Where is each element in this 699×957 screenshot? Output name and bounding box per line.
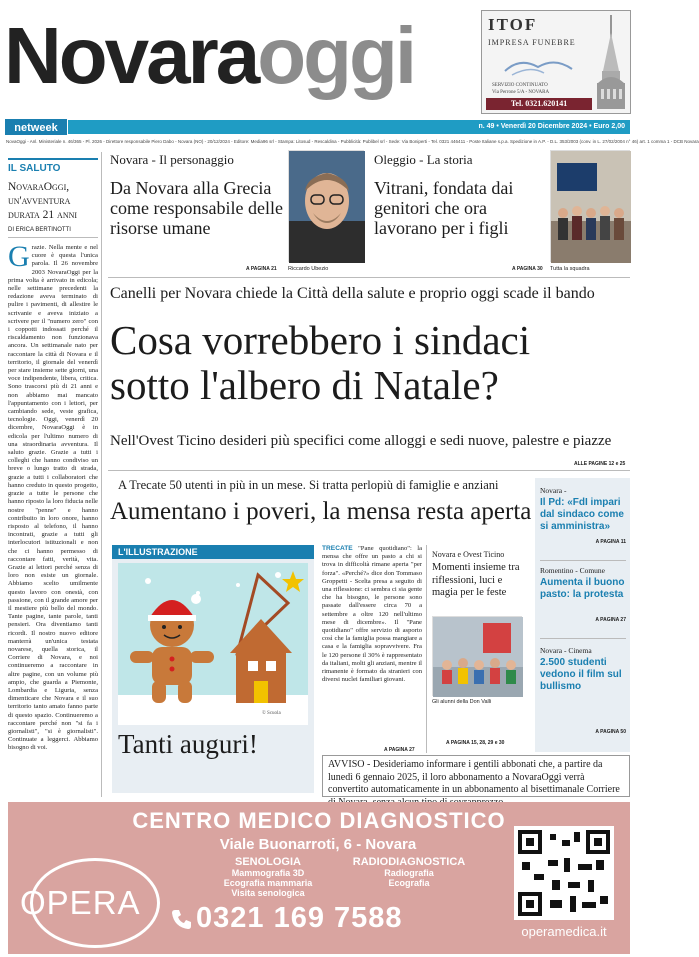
opera-address: Viale Buonarroti, 6 - Novara: [219, 836, 417, 853]
opera-radiodiagnostica: [334, 856, 484, 888]
sidebar-page-ref-0: A PAGINA 11: [595, 539, 626, 545]
poveri-body-wrap: [322, 545, 422, 745]
main-page-ref: ALLE PAGINE 12 e 25: [574, 461, 626, 467]
main-headline-line2: sotto l'albero di Natale?: [110, 362, 499, 408]
story2-photo: [550, 150, 630, 262]
main-headline[interactable]: [110, 318, 630, 408]
itof-address: Via Perrone 5/A - NOVARA: [492, 90, 550, 95]
sidebar-page-ref-2: A PAGINA 50: [595, 729, 626, 735]
opera-phone: 0321 169 7588: [196, 902, 403, 934]
opera-rad-title: RADIODIAGNOSTICA: [352, 856, 466, 868]
avviso-box: AVVISO - Desideriamo informare i gentili abbonati che, a partire da lunedì 6 gennaio 2025, il loro abbonamento a NovaraOggi verrà convertito automaticamente in un abbonamento al bisettimanale Corriere: [322, 755, 630, 797]
sidebar-item-2[interactable]: [540, 646, 626, 735]
story-personaggio[interactable]: [110, 152, 284, 238]
sidebar-page-ref-1: A PAGINA 27: [595, 617, 626, 623]
saluto-byline: DI ERICA BERTINOTTI: [8, 227, 71, 233]
saluto-title: NovaraOggi, un'avventura durata 21 anni: [8, 181, 78, 221]
sidebar-kicker-2: Novara - Cinema: [540, 646, 592, 655]
opera-sen-item-2: Visita senologica: [231, 888, 305, 898]
saluto-dropcap: G: [8, 240, 30, 273]
itof-line2: SERVIZIO CONTINUATO: [492, 83, 548, 88]
sidebar-headline-1: Aumenta il buono pasto: la protesta: [540, 577, 625, 600]
story2-headline: Vitrani, fondata dai genitori che ora lavorano per i figli: [374, 178, 514, 238]
masthead-part2: oggi: [257, 11, 415, 100]
masthead-logo: [4, 8, 474, 104]
gingerbread-illustration-icon: [118, 563, 308, 725]
issue-info: n. 49 • Venerdì 20 Dicembre 2024 • Euro 2,00: [478, 123, 625, 130]
doves-icon: [500, 53, 580, 79]
itof-logo: ITOF: [488, 15, 538, 34]
feste-page-ref: A PAGINA 15, 28, 29 e 30: [446, 740, 505, 746]
sidebar-headline-0: Il Pd: «FdI impari dal sindaco come si amministra»: [540, 497, 624, 532]
opera-sen-title: SENOLOGIA: [234, 856, 301, 868]
feste-photo: [432, 616, 522, 696]
story1-kicker: Novara - Il personaggio: [110, 152, 234, 167]
poveri-headline[interactable]: Aumentano i poveri, la mensa resta aperta: [110, 498, 532, 525]
antonelliana-icon: [594, 15, 628, 111]
feste-kicker: Novara e Ovest Ticino: [432, 550, 505, 559]
poveri-page-ref: A PAGINA 27: [384, 747, 415, 753]
main-headline-line1: Cosa vorrebbero i sindaci: [110, 317, 531, 363]
feste-headline: Momenti insieme tra riflessioni, luci e magia per le feste: [432, 562, 520, 598]
saluto-column: [8, 158, 98, 798]
opera-senologia: [204, 856, 332, 898]
opera-sen-item-0: Mammografia 3D: [231, 868, 305, 878]
sidebar-item-1[interactable]: [540, 566, 626, 623]
illustrazione-signature: © Scuola: [262, 711, 281, 716]
story1-photo: [288, 150, 364, 262]
poveri-body: "Pane quotidiano": la mensa che offre un pasto a chi si trova in difficoltà rimane aperta "per forza". «Perché?» dice don Tommaso Groppetti - Scelta presa a seguito di una riflessione: ci sembra ci sia gente che ha bisogno, le persone sono passate dall'essere circa 70 a settembre a oltre 120 nell'ultimo mese di dicembre». Il "Pane quotidiano" offre servizio di asporto così che la famiglia possa mangiare a casa e la famiglia sopravvivere. Fra le 120 persone il 30% è rappresentato da italiani, molti gli anziani, mentre il rimanente è formato da stranieri con diversi nuclei familiari giovani.: [322, 545, 422, 684]
sidebar-kicker-0: Novara -: [540, 486, 567, 495]
saluto-body: razie. Nella mente e nel cuore è questa l'unica parola. Il 26 novembre 2003 NovaraOggi per la prima volta è arrivato in edicola; nelle settimane precedenti la redazione aveva terminato di pulire i pavimenti, di allestire le scrivanie e aveva iniziato a scrivere per il "numero zero" con i coppotti indossati perché il riscaldamento non funzionava ancora. Un settimanale nato per raccontare la città di Novara e il territorio, il giornale del venerdì per stare insieme sette giorni, una voce indipendente, libera, critica. Sono trascorsi più di 21 anni e non abbiamo mai mancato l'appuntamento con i lettori, per cambiando sede, veste grafica, tecnologie. Oggi, venerdì 20 dicembre, NovaraOggi è in edicola per l'ultimo numero di una straordinaria avventura. Il saluto grazie. Grazie a tutti i colleghi che hanno condiviso un breve o lungo tratto di strada, grazie a tutti i collaboratori che hanno creduto in questo progetto, grazie a tutte le persone che hanno riposto la loro fiducia nelle nostre "penne" e hanno contribuito in loro onore, hanno risposto al telefono, il hanno incontrati, grazie a tutti gli interlocutori istituzionali e non che ci hanno permesso di raccontare fatti, verità, vita. Grazie ai lettori perché senza di loro non esiste un giornale. Abbiamo scelto umilmente questo lavoro con onestà, con passione, con il grande amore per il mestiere più bello del mondo. Tante pagine, tante parole, tanti pensieri. Ora diventiamo tanti ricordi. Il nostro nuovo editore manterrà un'unica testata novarese, quella storica, il Corriere di Novara, e noi continueremo a raccontare in altre pagine, con un volume più ampio, che guarda a Piemonte, Lombardia e Liguria, senza dimenticare che Novara e il suo territorio tanto amato fanno parte di questo spazio. Continueremo a raccontare perché non "si fa i giornalisti", "si è giornalisti". Continuate a leggerci. Abbiamo bisogno di voi.: [8, 244, 98, 752]
story2-photo-caption: Tutta la squadra: [550, 266, 590, 272]
masthead-part1: Novara: [4, 11, 258, 100]
opera-sen-item-1: Ecografia mammaria: [223, 878, 313, 888]
story2-kicker: Oleggio - La storia: [374, 152, 473, 167]
netweek-logo: netweek: [4, 118, 68, 136]
fine-print: NovaOggi - Anl. Ministeriale n. 46/365 - Pl. 2026 - Direttore responsabile Piero Dabo - Novara (NO) - 20/12/2024 - Editore: Media96 srl - Stampa: Litosud - Rescaldina - Pubblicità: Publibel srl - Sede: Via Boniperti - Tel. 0321 446411 - Poste Italiane s.p.a. Spedizione in A.P. - D.L. 353/2003 (conv. in L. 27/02/2004 n° 46) art. 1 comma 1 - DCB Novara: [6, 139, 699, 144]
main-subhead: Nell'Ovest Ticino desideri più specifici come alloggi e sedi nuove, palestre e piazze: [110, 433, 612, 449]
opera-rad-item-1: Ecografia: [388, 878, 430, 888]
story1-page-ref: A PAGINA 21: [246, 266, 277, 272]
sidebar-kicker-1: Romentino - Comune: [540, 566, 605, 575]
sidebar-headline-2: 2.500 studenti vedono il film sul bullismo: [540, 657, 622, 692]
group-photo-icon: [551, 151, 631, 263]
opera-title: CENTRO MEDICO DIAGNOSTICO: [132, 808, 506, 833]
illustrazione-greeting: Tanti auguri!: [118, 729, 258, 759]
story1-headline: Da Novara alla Grecia come responsabile delle risorse umane: [110, 178, 283, 238]
story-storia[interactable]: [374, 152, 544, 238]
sidebar-item-0[interactable]: [540, 486, 626, 545]
itof-phone: Tel. 0321.620141: [486, 98, 592, 110]
saluto-body-wrap: [8, 240, 98, 824]
opera-logo: OPERA: [20, 884, 141, 921]
qr-code-icon[interactable]: [514, 826, 614, 920]
story1-photo-caption: Riccardo Ubezio: [288, 266, 329, 272]
opera-ad[interactable]: [8, 802, 630, 954]
itof-line1: IMPRESA FUNEBRE: [488, 38, 576, 47]
opera-website[interactable]: operamedica.it: [521, 924, 607, 939]
story2-page-ref: A PAGINA 30: [512, 266, 543, 272]
poveri-kicker: A Trecate 50 utenti in più in un mese. Si tratta perlopiù di famiglie e anziani: [118, 478, 499, 492]
feste-story[interactable]: [432, 550, 524, 600]
main-kicker: Canelli per Novara chiede la Città della salute e proprio oggi scade il bando: [110, 285, 595, 302]
itof-ad[interactable]: [481, 10, 631, 114]
saluto-section: IL SALUTO: [8, 158, 98, 174]
portrait-icon: [289, 151, 365, 263]
opera-rad-item-0: Radiografia: [384, 868, 434, 878]
children-photo-icon: [433, 617, 523, 697]
illustrazione-label: L'ILLUSTRAZIONE: [112, 545, 314, 559]
poveri-lead: TRECATE: [322, 545, 353, 552]
feste-photo-caption: Gli alunni della Don Valli: [432, 699, 492, 705]
illustrazione-box: [112, 545, 314, 793]
phone-icon: [170, 908, 192, 930]
